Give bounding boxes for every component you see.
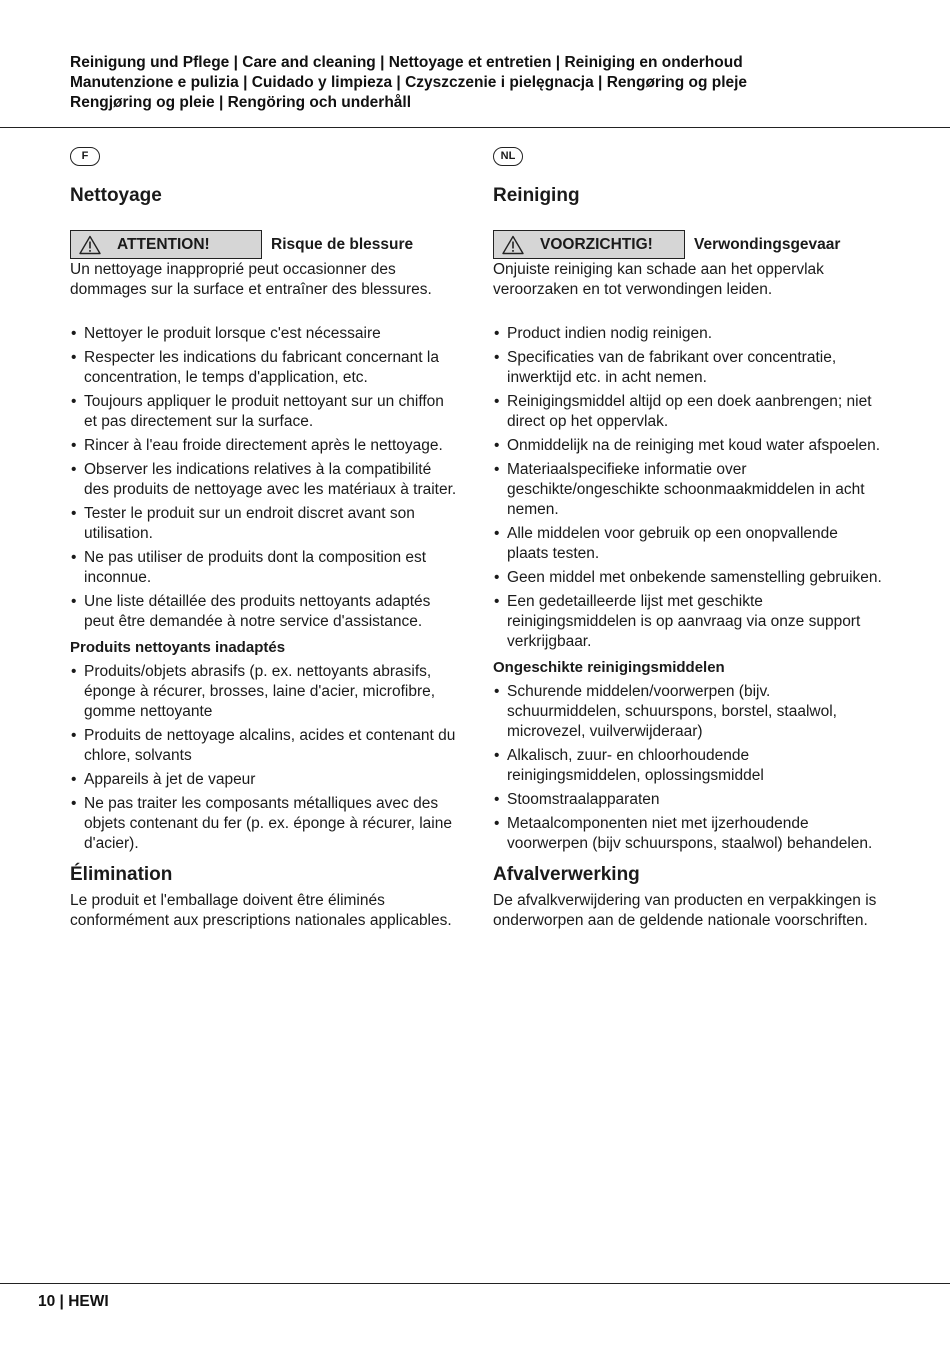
subheading: Ongeschikte reinigingsmiddelen [493,659,725,676]
language-badge: NL [493,147,523,166]
list-item: • Nettoyer le produit lorsque c'est nécessaire [70,324,460,344]
language-badge: F [70,147,100,166]
warning-title: Risque de blessure [271,235,414,253]
warning-box [493,230,685,259]
unsuitable-list [493,682,883,854]
column-french [70,146,460,931]
warning-label: VOORZICHTIG! [540,235,653,253]
list-item: • Produits de nettoyage alcalins, acides et contenant du chlore, solvants [70,726,460,766]
list-item: • Appareils à jet de vapeur [70,770,460,790]
list-item: • Specificaties van de fabrikant over concentratie, inwerktijd etc. in acht nemen. [493,348,883,388]
list-item: • Alle middelen voor gebruik op een onopvallende plaats testen. [493,524,883,564]
list-item: • Alkalisch, zuur- en chloorhoudende reinigingsmiddelen, oplossingsmiddel [493,746,883,786]
header-line: Reinigung und Pflege | Care and cleaning | Nettoyage et entretien | Reiniging en onderhoud [70,54,743,71]
list-item: • Ne pas utiliser de produits dont la composition est inconnue. [70,548,460,588]
list-item: • Produits/objets abrasifs (p. ex. nettoyants abrasifs, éponge à récurer, brosses, laine d'acier, microfibre, gomme nettoyante [70,662,460,722]
list-item: • Rincer à l'eau froide directement après le nettoyage. [70,436,460,456]
section-title: Élimination [70,864,173,885]
column-dutch [493,146,883,931]
header-divider [0,127,950,128]
warning-box [70,230,262,259]
list-item: • Materiaalspecifieke informatie over geschikte/ongeschikte schoonmaakmiddelen in acht nemen. [493,460,883,520]
warning-triangle-icon [79,235,101,255]
header-line: Rengjøring og pleie | Rengöring och underhåll [70,94,412,111]
list-item: • Reinigingsmiddel altijd op een doek aanbrengen; niet direct op het oppervlak. [493,392,883,432]
warning-row [493,229,883,260]
subheading: Produits nettoyants inadaptés [70,639,286,656]
list-item: • Une liste détaillée des produits nettoyants adaptés peut être demandée à notre service d'assistance. [70,592,460,632]
warning-row [70,229,460,260]
list-item: • Schurende middelen/voorwerpen (bijv. schuurmiddelen, schuurspons, borstel, staalwol, microvezel, vuilverwijderaar) [493,682,883,742]
page-footer: 10 | HEWI [38,1293,109,1310]
list-item: • Respecter les indications du fabricant concernant la concentration, le temps d'application, etc. [70,348,460,388]
warning-label: ATTENTION! [117,235,210,253]
list-item: • Onmiddelijk na de reiniging met koud water afspoelen. [493,436,883,456]
disposal-text: De afvalkverwijdering van producten en verpakkingen is onderworpen aan de geldende nationale voorschriften. [493,892,877,929]
list-item: • Een gedetailleerde lijst met geschikte reinigingsmiddelen is op aanvraag via onze support verkrijgbaar. [493,592,883,652]
warning-triangle-icon [502,235,524,255]
list-item: • Tester le produit sur un endroit discret avant son utilisation. [70,504,460,544]
warning-title: Verwondingsgevaar [694,235,841,253]
section-title: Nettoyage [70,185,162,206]
instruction-list [70,324,460,632]
intro-text: Un nettoyage inapproprié peut occasionner des dommages sur la surface et entraîner des blessures. [70,261,432,298]
section-title: Reiniging [493,185,580,206]
list-item: • Observer les indications relatives à la compatibilité des produits de nettoyage avec les matériaux à traiter. [70,460,460,500]
intro-text: Onjuiste reiniging kan schade aan het oppervlak veroorzaken en tot verwondingen leiden. [493,261,824,298]
instruction-list [493,324,883,652]
list-item: • Toujours appliquer le produit nettoyant sur un chiffon et pas directement sur la surface. [70,392,460,432]
header-line: Manutenzione e pulizia | Cuidado y limpieza | Czyszczenie i pielęgnacja | Rengøring og pleje [70,74,748,91]
list-item: • Ne pas traiter les composants métalliques avec des objets contenant du fer (p. ex. éponge à récurer, laine d'acier). [70,794,460,854]
list-item: • Metaalcomponenten niet met ijzerhoudende voorwerpen (bijv schuurspons, staalwol) behandelen. [493,814,883,854]
footer-divider [0,1283,950,1284]
list-item: • Stoomstraalapparaten [493,790,883,810]
list-item: • Product indien nodig reinigen. [493,324,883,344]
section-title: Afvalverwerking [493,864,640,885]
list-item: • Geen middel met onbekende samenstelling gebruiken. [493,568,883,588]
unsuitable-list [70,662,460,854]
page-header [70,53,910,113]
disposal-text: Le produit et l'emballage doivent être éliminés conformément aux prescriptions nationales applicables. [70,892,452,929]
